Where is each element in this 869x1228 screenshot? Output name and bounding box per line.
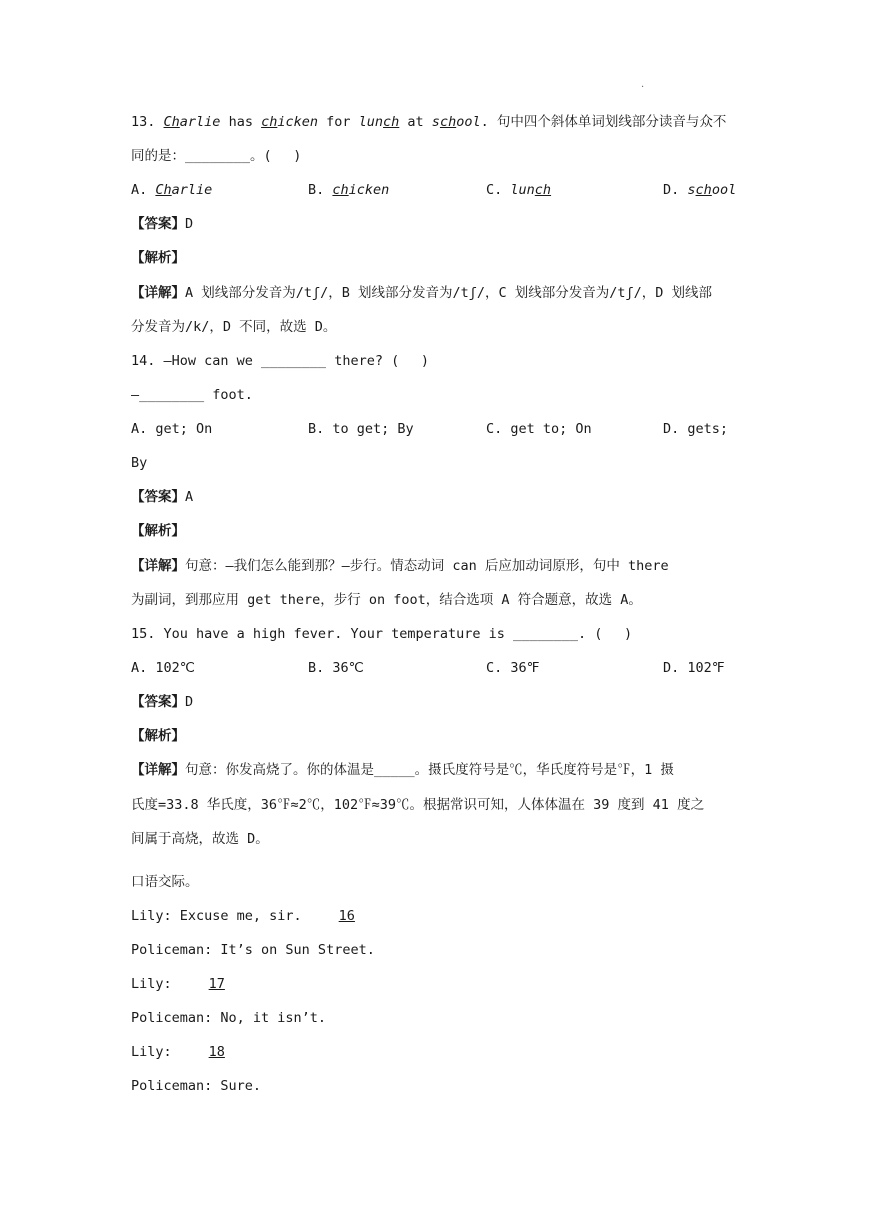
word-school: school bbox=[431, 114, 481, 130]
q14-stem-line2: —________ foot. bbox=[131, 387, 253, 403]
q14-analysis-label: 【解析】 bbox=[131, 523, 185, 539]
dialogue-line-policeman-3: Policeman: Sure. bbox=[131, 1078, 262, 1094]
q15-detail-line3: 间属于高烧，故选 D。 bbox=[131, 831, 269, 847]
q13-detail-line1: 【详解】A 划线部分发音为/tʃ/，B 划线部分发音为/tʃ/，C 划线部分发音为/tʃ/，D 划线部 bbox=[131, 285, 713, 301]
q15-option-c: C. 36℉ bbox=[486, 660, 540, 676]
q13-answer: 【答案】D bbox=[131, 216, 194, 232]
word-chicken: chicken bbox=[261, 114, 318, 130]
blank-16: 16 bbox=[338, 908, 355, 924]
q13-analysis-label: 【解析】 bbox=[131, 250, 185, 266]
q13-stem: 13. Charlie has chicken for lunch at school. 句中四个斜体单词划线部分读音与众不 bbox=[131, 114, 727, 130]
q15-option-a: A. 102℃ bbox=[131, 660, 195, 676]
page-dot: · bbox=[641, 82, 645, 93]
q13-number: 13. bbox=[131, 114, 156, 130]
q14-option-b: B. to get; By bbox=[308, 421, 414, 437]
q14-options bbox=[131, 412, 751, 446]
q14-stem: 14. —How can we ________ there? ( ) bbox=[131, 353, 429, 369]
q14-detail-line2: 为副词，到那应用 get there，步行 on foot，结合选项 A 符合题意，故选 A。 bbox=[131, 592, 642, 608]
q14-option-d: D. gets; bbox=[663, 421, 729, 437]
q14-answer: 【答案】A bbox=[131, 489, 194, 505]
q14-option-a: A. get; On bbox=[131, 421, 213, 437]
dialogue-line-18: Lily: 18 bbox=[131, 1035, 751, 1069]
q15-options bbox=[131, 651, 751, 685]
dialogue-line-policeman-2: Policeman: No, it isn’t. bbox=[131, 1010, 327, 1026]
dialogue-line-16: Lily: Excuse me, sir. 16 bbox=[131, 899, 751, 933]
q13-stem-line2: 同的是：________。( ) bbox=[131, 148, 302, 164]
q13-option-a: A. Charlie bbox=[131, 182, 213, 198]
q15-answer: 【答案】D bbox=[131, 694, 194, 710]
q15-analysis-label: 【解析】 bbox=[131, 728, 185, 744]
q15-detail-line1: 【详解】句意：你发高烧了。你的体温是_____。摄氏度符号是℃，华氏度符号是℉，1 摄 bbox=[131, 762, 674, 778]
q15-option-b: B. 36℃ bbox=[308, 660, 364, 676]
word-charlie: Charlie bbox=[163, 114, 221, 130]
word-lunch: lunch bbox=[358, 114, 400, 130]
q13-options bbox=[131, 173, 751, 207]
blank-18: 18 bbox=[208, 1044, 225, 1060]
q14-option-c: C. get to; On bbox=[486, 421, 592, 437]
q13-option-b: B. chicken bbox=[308, 182, 390, 198]
dialogue-line-17: Lily: 17 bbox=[131, 967, 751, 1001]
q14-detail-line1: 【详解】句意：—我们怎么能到那？—步行。情态动词 can 后应加动词原形，句中 there bbox=[131, 558, 669, 574]
q14-option-d-wrap: By bbox=[131, 455, 148, 471]
dialogue-line-policeman-1: Policeman: It’s on Sun Street. bbox=[131, 942, 375, 958]
q15-detail-line2: 氏度=33.8 华氏度，36℉≈2℃，102℉≈39℃。根据常识可知，人体体温在 39 度到 41 度之 bbox=[131, 797, 705, 813]
q15-option-d: D. 102℉ bbox=[663, 660, 725, 676]
blank-17: 17 bbox=[208, 976, 225, 992]
q13-option-c: C. lunch bbox=[486, 182, 552, 198]
q13-detail-line2: 分发音为/k/，D 不同，故选 D。 bbox=[131, 319, 337, 335]
dialogue-heading: 口语交际。 bbox=[131, 874, 199, 890]
q15-stem: 15. You have a high fever. Your temperature is ________. ( ) bbox=[131, 626, 633, 642]
q13-option-d: D. school bbox=[663, 182, 737, 198]
